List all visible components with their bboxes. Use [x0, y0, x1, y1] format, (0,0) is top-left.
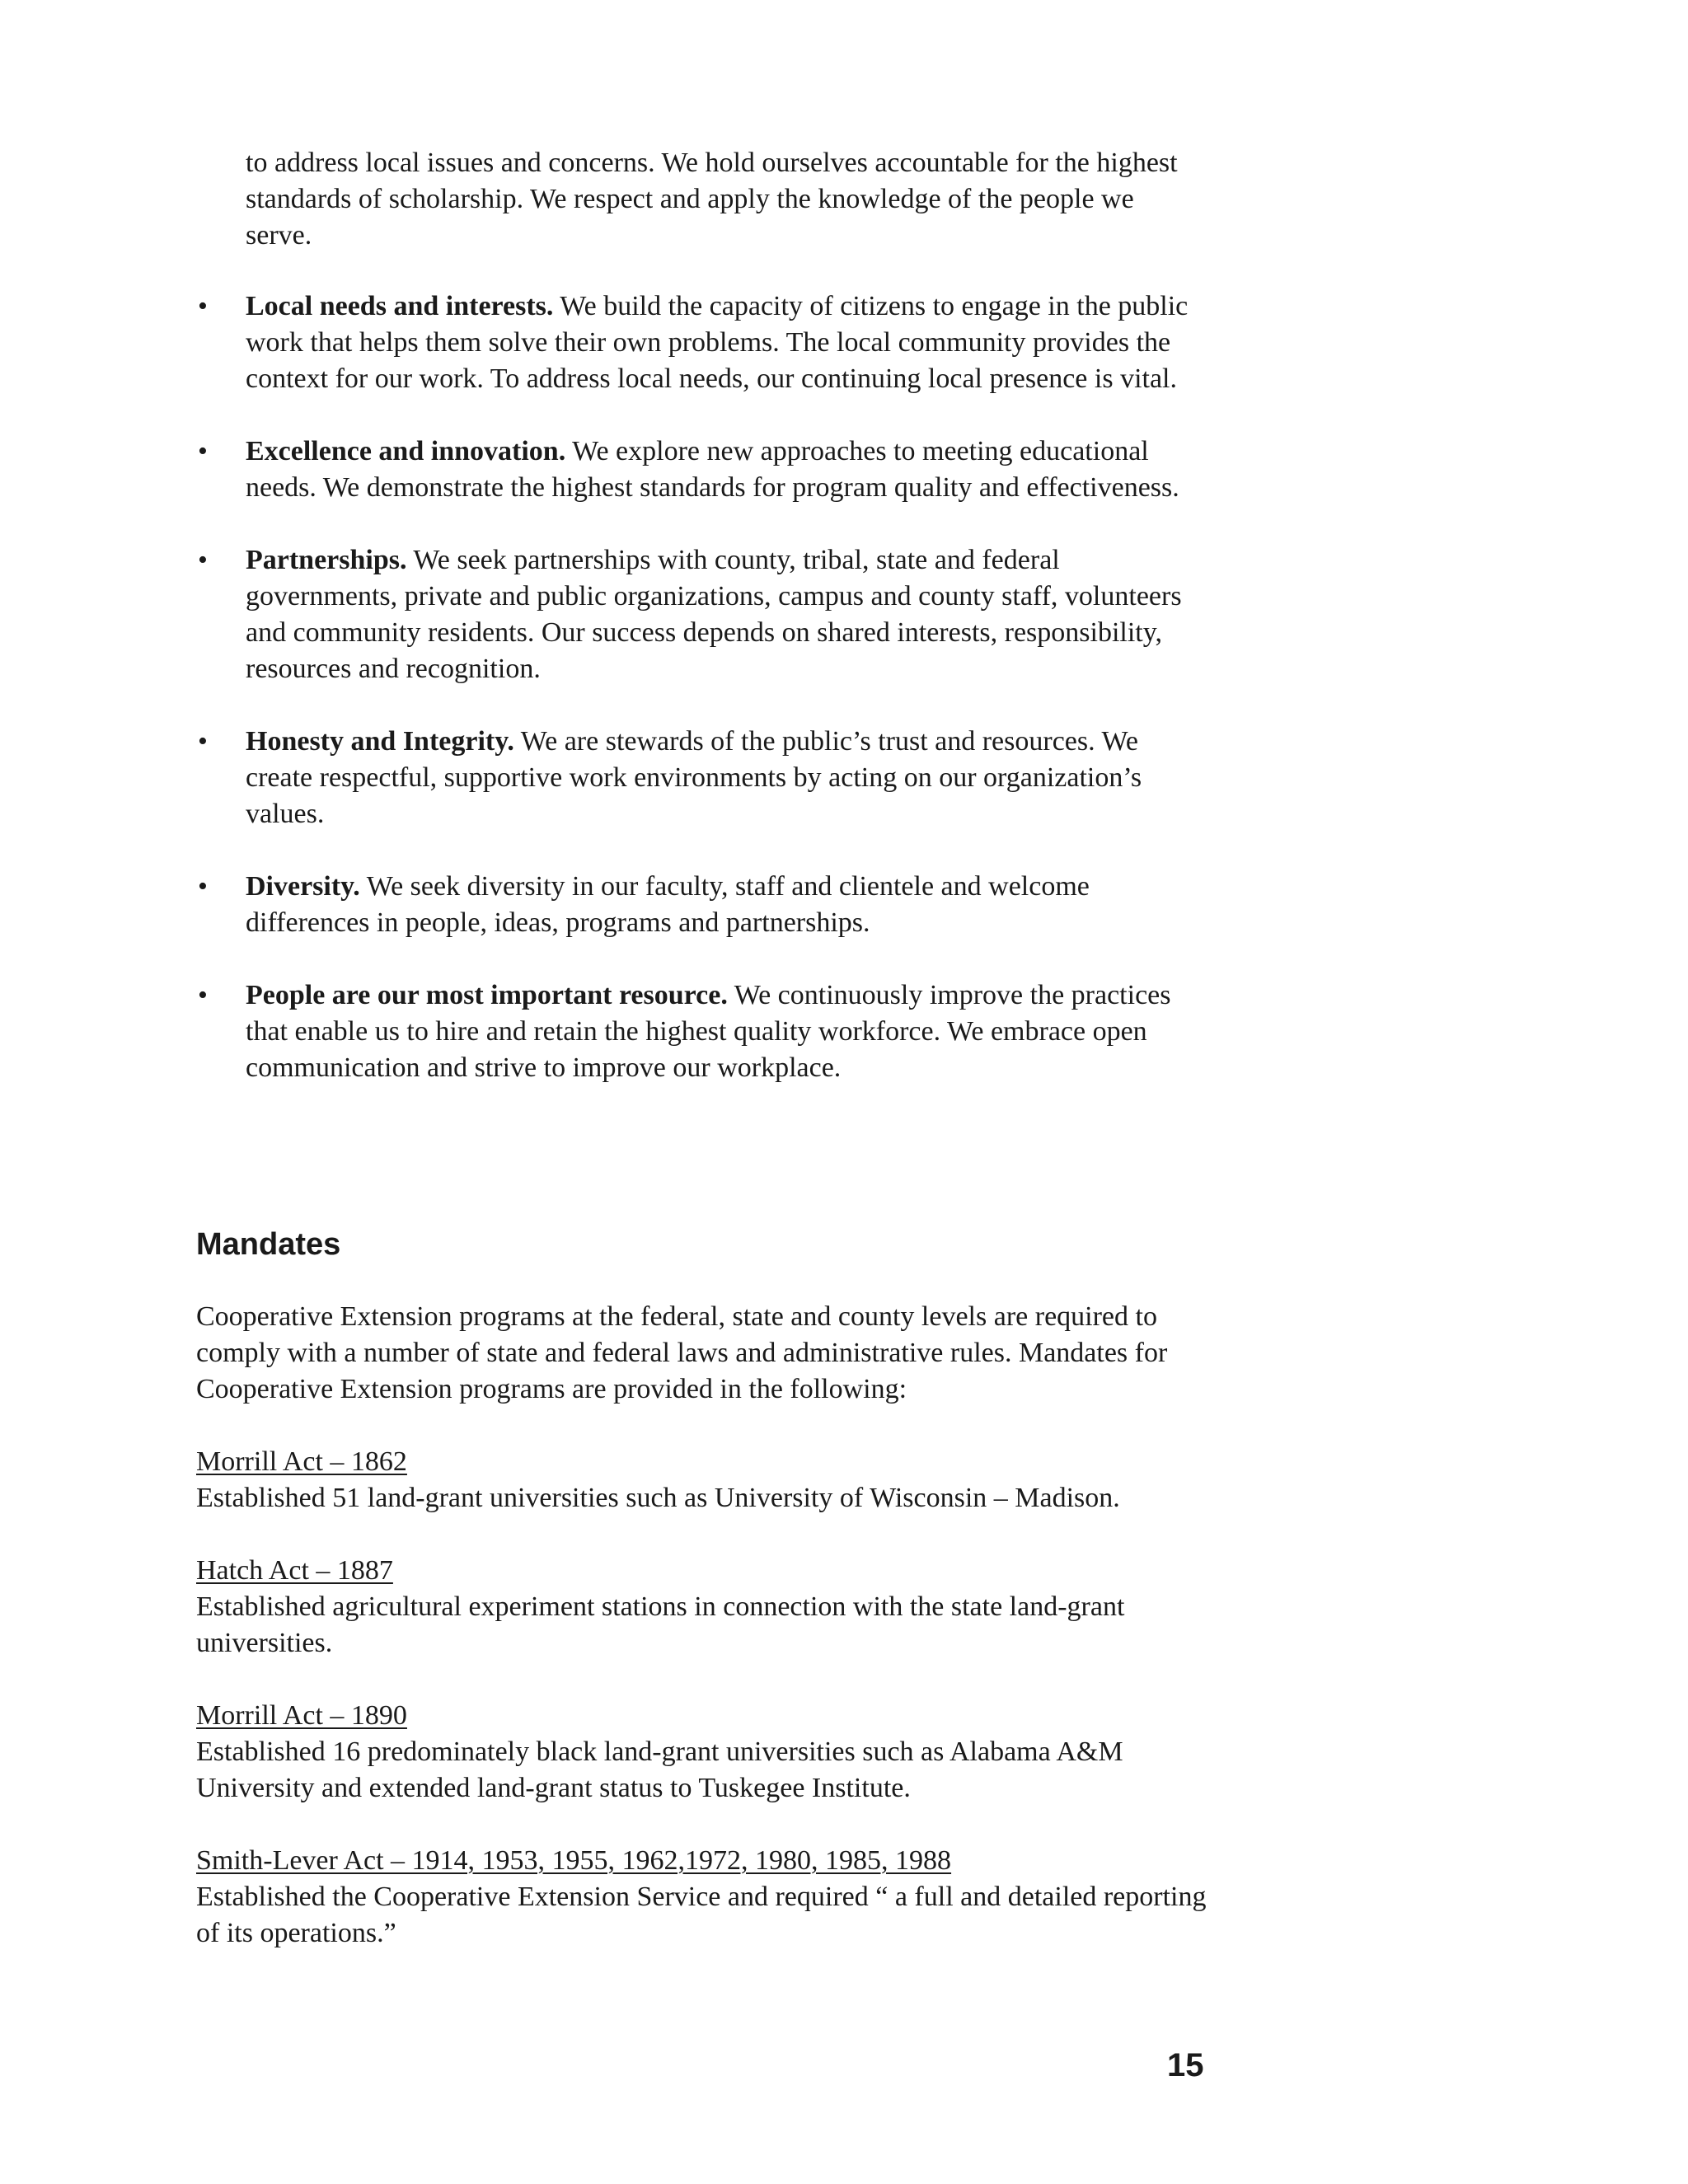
values-list — [196, 288, 1210, 1122]
act-item-smith-lever — [196, 1843, 1226, 1952]
value-body: We build the capacity of citizens to engage in the public work that helps them solve their own problems. The local community provides the context for our work. To address local needs, our continuing local presence is vital. — [246, 291, 1189, 394]
act-title: Morrill Act – 1890 — [196, 1700, 407, 1731]
section-heading-mandates: Mandates — [196, 1227, 341, 1262]
value-item-honesty — [196, 724, 1210, 832]
bullet-icon: • — [198, 871, 208, 902]
act-item-morrill-1890 — [196, 1698, 1226, 1807]
act-item-hatch-1887 — [196, 1553, 1226, 1661]
value-text — [246, 871, 1090, 938]
value-text — [246, 291, 1188, 394]
bullet-icon: • — [198, 545, 208, 575]
bullet-icon: • — [198, 726, 208, 757]
bullet-icon: • — [198, 980, 208, 1010]
value-body: We are stewards of the public’s trust and resources. We create respectful, supportive work environments by acting on our organization’s values. — [246, 726, 1142, 829]
value-title: Diversity. — [246, 871, 360, 902]
value-body: We explore new approaches to meeting educational needs. We demonstrate the highest standards for program quality and effectiveness. — [246, 436, 1179, 503]
value-title: Honesty and Integrity. — [246, 726, 514, 757]
act-description: Established 16 predominately black land-grant universities such as Alabama A&M University and extended land-grant status to Tuskegee Institute. — [196, 1736, 1123, 1803]
act-description: Established 51 land-grant universities such as University of Wisconsin – Madison. — [196, 1483, 1120, 1513]
value-item-partnerships — [196, 542, 1210, 687]
act-title: Morrill Act – 1862 — [196, 1446, 407, 1477]
act-description: Established the Cooperative Extension Service and required “ a full and detailed reporting of its operations.” — [196, 1882, 1207, 1948]
mandates-intro: Cooperative Extension programs at the federal, state and county levels are required to comply with a number of state and federal laws and administrative rules. Mandates for Cooperative Extension programs are provided in the following: — [196, 1301, 1168, 1404]
value-title: Local needs and interests. — [246, 291, 554, 321]
value-text — [246, 980, 1171, 1083]
value-body: We continuously improve the practices that enable us to hire and retain the highest quality workforce. We embrace open communication and strive to improve our workplace. — [246, 980, 1171, 1083]
value-item-diversity — [196, 869, 1210, 941]
act-title: Hatch Act – 1887 — [196, 1555, 393, 1586]
value-text — [246, 545, 1182, 684]
bullet-icon: • — [198, 291, 208, 321]
act-item-morrill-1862 — [196, 1444, 1226, 1516]
act-description: Established agricultural experiment stations in connection with the state land-grant universities. — [196, 1591, 1125, 1658]
mandates-section — [196, 1299, 1226, 1988]
value-title: People are our most important resource. — [246, 980, 728, 1010]
continuation-paragraph: to address local issues and concerns. We hold ourselves accountable for the highest standards of scholarship. We respect and apply the knowledge of the people we serve. — [246, 148, 1178, 251]
value-item-local-needs — [196, 288, 1210, 397]
value-title: Excellence and innovation. — [246, 436, 566, 466]
act-title: Smith-Lever Act – 1914, 1953, 1955, 1962,1972, 1980, 1985, 1988 — [196, 1845, 952, 1876]
value-body: We seek diversity in our faculty, staff and clientele and welcome differences in people, ideas, programs and partnerships. — [246, 871, 1090, 938]
value-text — [246, 726, 1142, 829]
bullet-icon: • — [198, 436, 208, 466]
value-item-people — [196, 977, 1210, 1086]
value-item-excellence — [196, 434, 1210, 506]
value-body: We seek partnerships with county, tribal, state and federal governments, private and public organizations, campus and county staff, volunteers and community residents. Our success depends on shared interests, responsibility, resources and recognition. — [246, 545, 1182, 684]
page-number: 15 — [1167, 2047, 1204, 2083]
value-text — [246, 436, 1179, 503]
value-title: Partnerships. — [246, 545, 407, 575]
